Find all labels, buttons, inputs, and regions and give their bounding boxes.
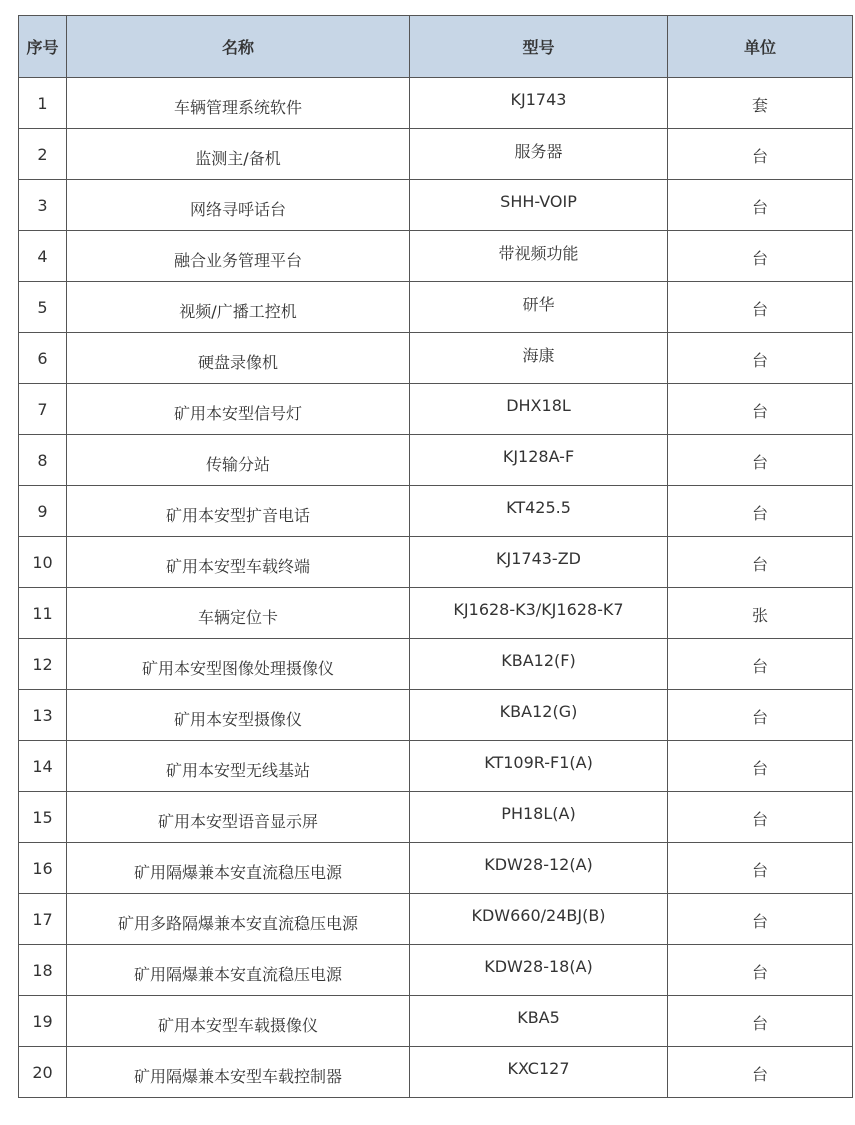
table-row (19, 78, 853, 129)
table-row (19, 690, 853, 741)
cell-model (410, 996, 668, 1047)
cell-model (410, 231, 668, 282)
cell-index (19, 639, 67, 690)
cell-name-text: 矿用本安型图像处理摄像仪 (141, 658, 334, 678)
cell-model (410, 333, 668, 384)
table-row (19, 945, 853, 996)
cell-index-text: 17 (32, 909, 53, 929)
cell-name-text: 车辆定位卡 (197, 607, 278, 627)
cell-name (67, 333, 410, 384)
cell-index (19, 435, 67, 486)
cell-index (19, 996, 67, 1047)
cell-name-text: 传输分站 (205, 454, 270, 474)
cell-model (410, 435, 668, 486)
cell-unit (668, 996, 853, 1047)
cell-index (19, 537, 67, 588)
table-header (19, 16, 853, 78)
cell-index (19, 486, 67, 537)
cell-model (410, 843, 668, 894)
cell-unit (668, 894, 853, 945)
cell-model (410, 690, 668, 741)
cell-model (410, 129, 668, 180)
cell-name (67, 639, 410, 690)
cell-model (410, 639, 668, 690)
cell-model-text: DHX18L (506, 395, 571, 415)
cell-index (19, 894, 67, 945)
cell-name (67, 180, 410, 231)
cell-name (67, 78, 410, 129)
cell-unit-text: 台 (751, 707, 768, 727)
cell-model (410, 741, 668, 792)
cell-index (19, 792, 67, 843)
cell-unit-text: 台 (751, 146, 768, 166)
header-name: 名称 (67, 16, 410, 78)
table-row (19, 435, 853, 486)
cell-model-text: KDW28-12(A) (484, 854, 593, 874)
cell-unit-text: 台 (751, 248, 768, 268)
cell-unit-text: 台 (751, 554, 768, 574)
cell-name (67, 537, 410, 588)
table-body (19, 78, 853, 1098)
equipment-table (18, 15, 853, 1098)
cell-model (410, 180, 668, 231)
table-row (19, 384, 853, 435)
cell-name-text: 矿用本安型语音显示屏 (157, 811, 318, 831)
cell-index-text: 15 (32, 807, 53, 827)
table-row (19, 231, 853, 282)
table-row (19, 741, 853, 792)
cell-name (67, 486, 410, 537)
cell-unit-text: 台 (751, 401, 768, 421)
cell-name (67, 435, 410, 486)
cell-model (410, 537, 668, 588)
cell-index-text: 20 (32, 1062, 53, 1082)
cell-model (410, 945, 668, 996)
table-row (19, 996, 853, 1047)
cell-name (67, 588, 410, 639)
cell-index (19, 741, 67, 792)
cell-unit (668, 333, 853, 384)
cell-name-text: 矿用本安型车载终端 (165, 556, 310, 576)
cell-name-text: 融合业务管理平台 (173, 250, 302, 270)
cell-index-text: 9 (37, 501, 48, 521)
cell-model-text: KDW660/24BJ(B) (471, 905, 606, 925)
cell-index (19, 129, 67, 180)
table-row (19, 486, 853, 537)
cell-model-text: 带视频功能 (498, 243, 579, 263)
cell-unit-text: 台 (751, 860, 768, 880)
cell-model-text: KT425.5 (506, 497, 571, 517)
cell-name (67, 792, 410, 843)
cell-name (67, 129, 410, 180)
cell-unit (668, 945, 853, 996)
cell-unit (668, 231, 853, 282)
cell-model-text: KBA12(G) (499, 701, 578, 721)
cell-unit-text: 台 (751, 656, 768, 676)
cell-model (410, 588, 668, 639)
cell-name (67, 1047, 410, 1098)
cell-index (19, 231, 67, 282)
cell-name-text: 监测主/备机 (195, 148, 281, 168)
cell-model-text: KJ1628-K3/KJ1628-K7 (453, 599, 624, 619)
cell-unit (668, 129, 853, 180)
cell-index (19, 588, 67, 639)
cell-index (19, 1047, 67, 1098)
cell-name-text: 视频/广播工控机 (179, 301, 297, 321)
cell-name-text: 矿用本安型无线基站 (165, 760, 310, 780)
cell-unit (668, 1047, 853, 1098)
cell-index-text: 12 (32, 654, 53, 674)
cell-model-text: KJ1743 (510, 89, 567, 109)
cell-model (410, 894, 668, 945)
cell-model-text: 研华 (522, 294, 555, 314)
cell-index-text: 13 (32, 705, 53, 725)
cell-unit-text: 台 (751, 503, 768, 523)
cell-model (410, 792, 668, 843)
cell-unit (668, 384, 853, 435)
cell-model-text: KJ1743-ZD (496, 548, 581, 568)
cell-model-text: 海康 (522, 345, 555, 365)
cell-model (410, 486, 668, 537)
cell-index-text: 2 (37, 144, 48, 164)
cell-model (410, 384, 668, 435)
cell-index (19, 78, 67, 129)
cell-name (67, 843, 410, 894)
cell-unit-text: 台 (751, 1013, 768, 1033)
cell-index (19, 282, 67, 333)
cell-unit (668, 588, 853, 639)
table-row (19, 639, 853, 690)
cell-name (67, 894, 410, 945)
cell-name-text: 网络寻呼话台 (189, 199, 286, 219)
cell-index-text: 11 (32, 603, 53, 623)
cell-model (410, 282, 668, 333)
cell-unit (668, 78, 853, 129)
cell-index-text: 1 (37, 93, 48, 113)
table-row (19, 1047, 853, 1098)
cell-name-text: 矿用多路隔爆兼本安直流稳压电源 (117, 913, 358, 933)
cell-unit (668, 792, 853, 843)
cell-index (19, 384, 67, 435)
cell-unit-text: 台 (751, 1064, 768, 1084)
cell-index-text: 5 (37, 297, 48, 317)
table-row (19, 588, 853, 639)
cell-name (67, 282, 410, 333)
cell-name-text: 矿用隔爆兼本安型车载控制器 (133, 1066, 342, 1086)
cell-name-text: 矿用隔爆兼本安直流稳压电源 (133, 964, 342, 984)
cell-index (19, 843, 67, 894)
cell-model-text: KBA12(F) (501, 650, 576, 670)
cell-name (67, 384, 410, 435)
cell-unit-text: 台 (751, 911, 768, 931)
cell-model (410, 1047, 668, 1098)
cell-unit (668, 741, 853, 792)
cell-name-text: 矿用隔爆兼本安直流稳压电源 (133, 862, 342, 882)
cell-name-text: 矿用本安型扩音电话 (165, 505, 310, 525)
cell-name-text: 矿用本安型摄像仪 (173, 709, 302, 729)
cell-model-text: PH18L(A) (501, 803, 576, 823)
cell-unit-text: 台 (751, 299, 768, 319)
cell-unit (668, 180, 853, 231)
cell-unit-text: 台 (751, 452, 768, 472)
cell-index-text: 16 (32, 858, 53, 878)
cell-unit-text: 套 (751, 95, 768, 115)
table-row (19, 537, 853, 588)
cell-name (67, 945, 410, 996)
table-row (19, 282, 853, 333)
cell-unit (668, 639, 853, 690)
cell-unit (668, 690, 853, 741)
table-row (19, 894, 853, 945)
cell-unit-text: 张 (751, 605, 768, 625)
cell-index-text: 18 (32, 960, 53, 980)
cell-model-text: KBA5 (517, 1007, 560, 1027)
cell-name-text: 矿用本安型信号灯 (173, 403, 302, 423)
cell-unit-text: 台 (751, 350, 768, 370)
cell-name-text: 矿用本安型车载摄像仪 (157, 1015, 318, 1035)
cell-unit (668, 486, 853, 537)
header-unit: 单位 (668, 16, 853, 78)
table-row (19, 333, 853, 384)
cell-name-text: 车辆管理系统软件 (173, 97, 302, 117)
cell-index-text: 8 (37, 450, 48, 470)
cell-unit-text: 台 (751, 962, 768, 982)
table-row (19, 180, 853, 231)
cell-index-text: 7 (37, 399, 48, 419)
cell-name (67, 231, 410, 282)
cell-unit (668, 843, 853, 894)
header-model: 型号 (410, 16, 668, 78)
cell-name (67, 690, 410, 741)
header-row (19, 16, 853, 78)
cell-model (410, 78, 668, 129)
cell-index-text: 19 (32, 1011, 53, 1031)
table-row (19, 129, 853, 180)
cell-model-text: KJ128A-F (502, 446, 575, 466)
cell-index (19, 333, 67, 384)
cell-model-text: SHH-VOIP (500, 191, 577, 211)
cell-name-text: 硬盘录像机 (197, 352, 278, 372)
cell-name (67, 996, 410, 1047)
cell-index (19, 690, 67, 741)
cell-unit-text: 台 (751, 809, 768, 829)
header-index: 序号 (19, 16, 67, 78)
cell-model-text: KXC127 (507, 1058, 570, 1078)
cell-index-text: 14 (32, 756, 53, 776)
cell-name (67, 741, 410, 792)
cell-unit (668, 282, 853, 333)
cell-unit-text: 台 (751, 197, 768, 217)
cell-model-text: KT109R-F1(A) (484, 752, 593, 772)
cell-index-text: 10 (32, 552, 53, 572)
cell-index-text: 6 (37, 348, 48, 368)
cell-index-text: 3 (37, 195, 48, 215)
cell-index-text: 4 (37, 246, 48, 266)
cell-unit (668, 435, 853, 486)
cell-index (19, 180, 67, 231)
table-row (19, 792, 853, 843)
cell-unit (668, 537, 853, 588)
cell-model-text: 服务器 (514, 141, 563, 161)
cell-index (19, 945, 67, 996)
cell-unit-text: 台 (751, 758, 768, 778)
table-row (19, 843, 853, 894)
cell-model-text: KDW28-18(A) (484, 956, 593, 976)
